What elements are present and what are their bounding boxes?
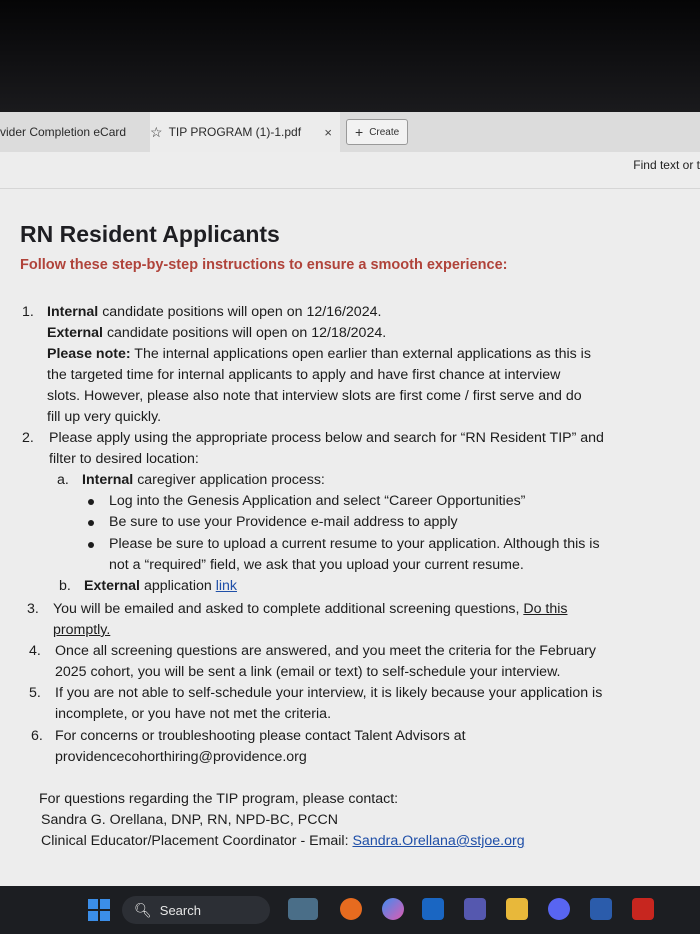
word-icon[interactable]: [590, 898, 612, 920]
taskbar-search-label: Search: [159, 902, 201, 918]
windows-taskbar: [0, 886, 700, 934]
bullet-icon: [88, 520, 94, 526]
browser-tab-bar: [0, 112, 700, 153]
find-text-field[interactable]: Find text or t: [633, 158, 700, 172]
page-title: RN Resident Applicants: [20, 221, 280, 247]
page-subtitle: Follow these step-by-step instructions to ensure a smooth experience:: [20, 257, 508, 273]
contact-line-2: Sandra G. Orellana, DNP, RN, NPD-BC, PCCN: [41, 812, 338, 828]
item-4-line-2: 2025 cohort, you will be sent a link (email or text) to self-schedule your interview.: [55, 664, 561, 680]
taskbar-search[interactable]: [122, 896, 270, 924]
pdf-viewer: [0, 152, 700, 886]
item-1-note-line-4: fill up very quickly.: [47, 409, 162, 425]
item-3-underline-1: Do this: [523, 601, 568, 617]
contact-line-3: [41, 831, 525, 853]
item-1-external-text: candidate positions will open on 12/18/2024.: [103, 325, 387, 341]
item-4-number: 4.: [29, 643, 41, 659]
item-6-number: 6.: [31, 728, 43, 744]
item-1-line-2: [47, 323, 386, 345]
item-6-line-1: For concerns or troubleshooting please contact Talent Advisors at: [55, 728, 466, 744]
plus-icon: +: [355, 124, 364, 140]
item-2a-line: [82, 470, 325, 492]
item-3-text: You will be emailed and asked to complete additional screening questions,: [53, 601, 524, 617]
bullet-1-text: Log into the Genesis Application and select “Career Opportunities”: [109, 493, 526, 509]
item-1-note-line-1: [47, 344, 591, 366]
item-2b-external: External: [84, 578, 140, 594]
item-6-email: providencecohorthiring@providence.org: [55, 749, 307, 765]
item-1-note-label: Please note:: [47, 346, 131, 362]
item-1-internal: Internal: [47, 304, 99, 320]
item-5-line-1: If you are not able to self-schedule your interview, it is likely because your application is: [55, 685, 603, 701]
item-1-note-text: The internal applications open earlier than external applications as this is: [130, 346, 591, 362]
widgets-icon[interactable]: [288, 898, 318, 920]
tab-tip-program-label: TIP PROGRAM (1)-1.pdf: [168, 125, 302, 139]
item-1-note-line-3: slots. However, please also note that interview slots are first come / first serve and do: [47, 388, 582, 404]
tab-ecard[interactable]: [0, 112, 126, 152]
contact-role: Clinical Educator/Placement Coordinator - Email:: [41, 833, 353, 849]
item-2-line-1: Please apply using the appropriate process below and search for “RN Resident TIP” and: [49, 430, 604, 446]
item-4-line-1: Once all screening questions are answered, and you meet the criteria for the February: [55, 643, 596, 659]
close-icon[interactable]: ×: [324, 124, 332, 140]
outlook-icon[interactable]: [422, 898, 444, 920]
bullet-icon: [88, 499, 94, 505]
tab-ecard-label: vider Completion eCard: [0, 125, 127, 139]
star-icon[interactable]: ☆: [150, 123, 163, 140]
item-1-external: External: [47, 325, 103, 341]
monitor-bezel-area: [0, 0, 700, 112]
item-5-line-2: incomplete, or you have not met the criteria.: [55, 706, 332, 722]
item-5-number: 5.: [29, 685, 41, 701]
create-label: Create: [369, 126, 400, 138]
acrobat-icon[interactable]: [632, 898, 654, 920]
item-1-number: 1.: [22, 304, 34, 320]
item-3-line-1: [53, 599, 567, 621]
item-3-underline-2: promptly.: [53, 622, 111, 638]
item-1-internal-text: candidate positions will open on 12/16/2024.: [98, 304, 382, 320]
item-1-line-1: [47, 302, 381, 324]
item-3-number: 3.: [27, 601, 39, 617]
bullet-2-text: Be sure to use your Providence e-mail address to apply: [109, 514, 458, 530]
external-application-link[interactable]: link: [215, 578, 238, 594]
file-explorer-icon[interactable]: [506, 898, 528, 920]
item-2b-text: application: [140, 578, 216, 594]
bullet-3-line-2: not a “required” field, we ask that you upload your current resume.: [109, 557, 524, 573]
item-2a-internal: Internal: [82, 472, 134, 488]
item-2a-text: caregiver application process:: [133, 472, 325, 488]
tab-tip-program[interactable]: [150, 112, 340, 152]
discord-icon[interactable]: [548, 898, 570, 920]
contact-line-1: For questions regarding the TIP program, please contact:: [39, 791, 399, 807]
teams-icon[interactable]: [464, 898, 486, 920]
windows-start-icon[interactable]: [88, 899, 110, 921]
item-2a-label: a.: [57, 472, 69, 488]
bullet-icon: [88, 542, 94, 548]
search-icon: 🔍︎: [134, 901, 152, 918]
item-2-line-2: filter to desired location:: [49, 451, 199, 467]
item-2b-line: [84, 576, 237, 598]
create-button[interactable]: [346, 119, 408, 145]
item-2-number: 2.: [22, 430, 34, 446]
bullet-3-line-1: Please be sure to upload a current resume to your application. Although this is: [109, 536, 600, 552]
pdf-page: [0, 152, 700, 886]
firefox-icon[interactable]: [340, 898, 362, 920]
contact-email-link[interactable]: Sandra.Orellana@stjoe.org: [352, 833, 525, 849]
item-1-note-line-2: the targeted time for internal applicants to apply and have first chance at interview: [47, 367, 561, 383]
item-2b-label: b.: [59, 578, 71, 594]
copilot-icon[interactable]: [382, 898, 404, 920]
